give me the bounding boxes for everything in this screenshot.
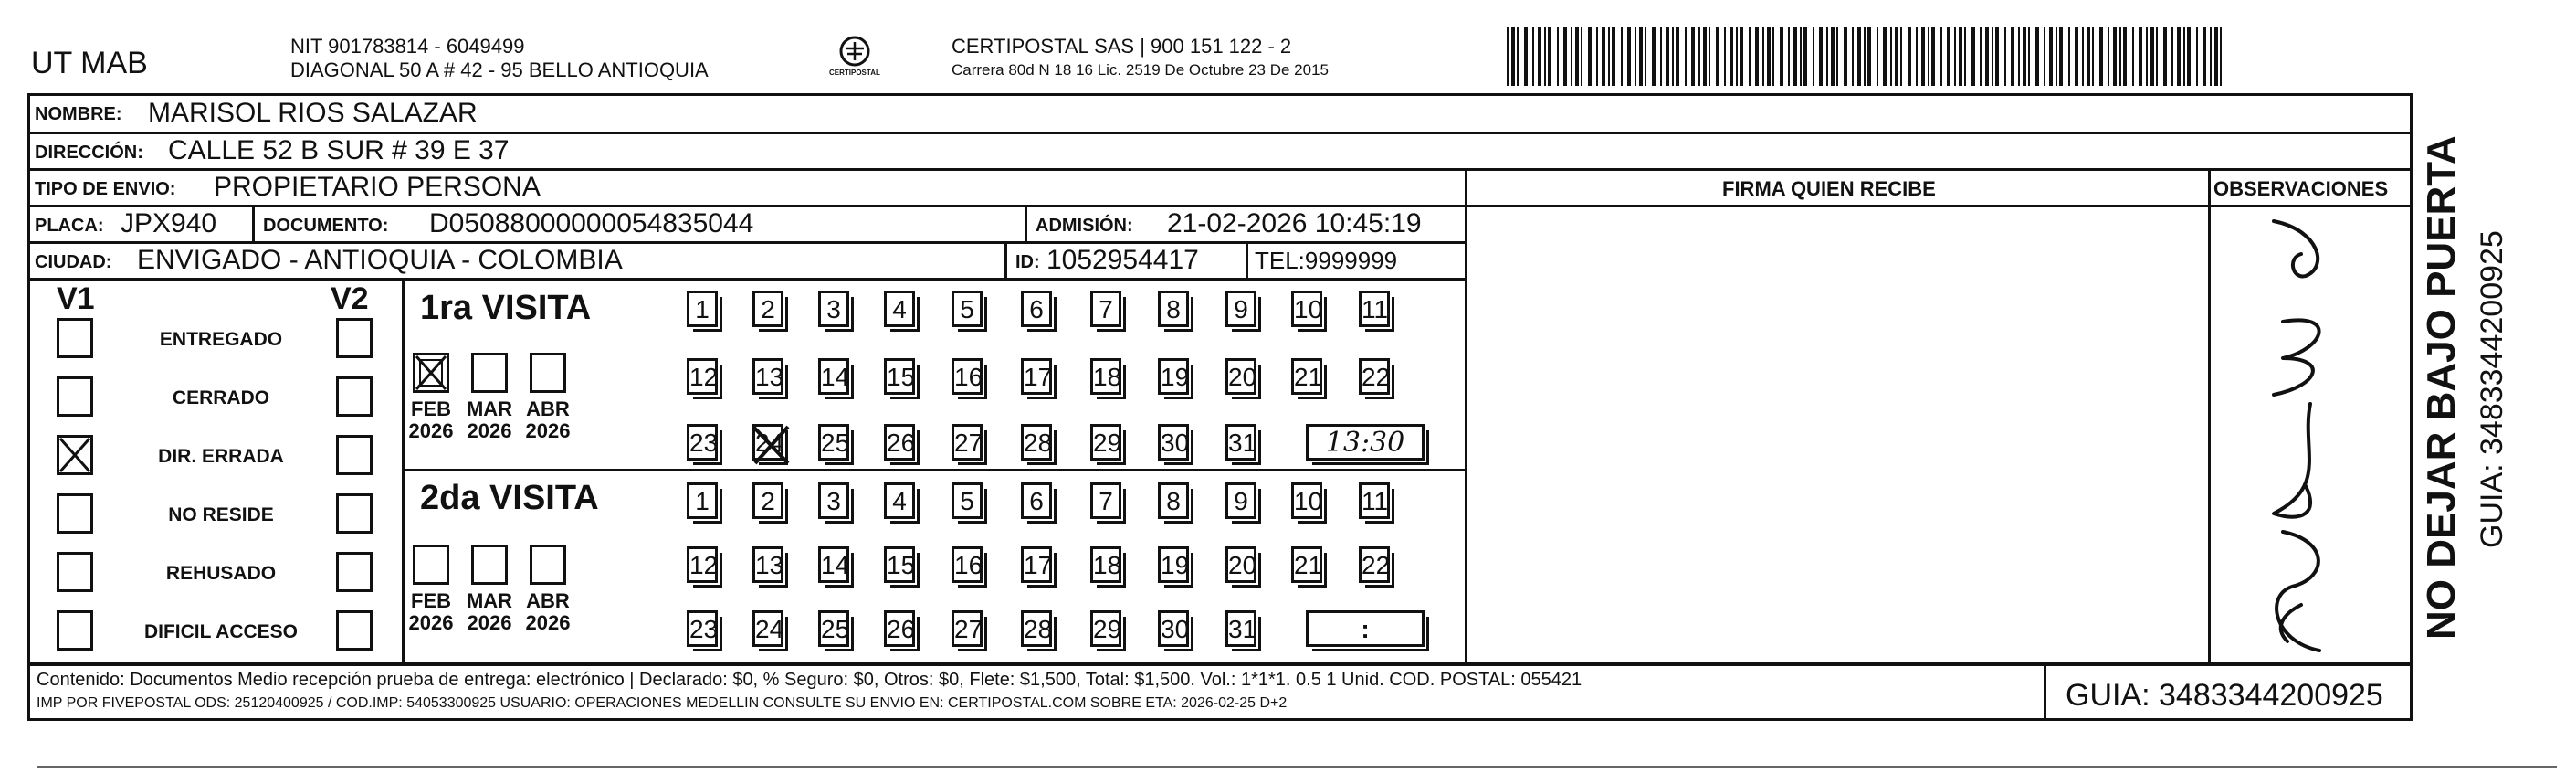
day-box[interactable] [884, 610, 915, 647]
certipostal-logo [827, 33, 882, 84]
tipo-envio-value: PROPIETARIO PERSONA [214, 172, 541, 202]
company-address: DIAGONAL 50 A # 42 - 95 BELLO ANTIOQUIA [290, 58, 709, 81]
tipo-envio-label: TIPO DE ENVIO: [35, 179, 176, 199]
logo-text: CERTIPOSTAL [829, 69, 880, 77]
day-box[interactable] [1090, 546, 1121, 583]
day-box[interactable] [1359, 546, 1390, 583]
day-number: 15 [887, 551, 916, 579]
day-number: 5 [960, 295, 974, 323]
day-box[interactable] [1090, 610, 1121, 647]
v1-checkbox[interactable] [57, 610, 93, 651]
day-box[interactable] [752, 482, 783, 519]
direccion-value: CALLE 52 B SUR # 39 E 37 [168, 135, 510, 165]
time-value: 13:30 [1325, 427, 1405, 459]
day-box[interactable] [687, 546, 718, 583]
day-number: 3 [826, 487, 841, 515]
day-box[interactable] [1090, 482, 1121, 519]
day-number: 10 [1294, 295, 1323, 323]
day-number: 14 [821, 363, 850, 391]
day-box[interactable] [1021, 546, 1052, 583]
day-check-mark [750, 421, 792, 477]
day-box[interactable] [818, 546, 849, 583]
status-option-label: DIR. ERRADA [158, 446, 284, 467]
direccion-label: DIRECCIÓN: [35, 143, 143, 163]
day-number: 30 [1161, 615, 1190, 643]
day-number: 19 [1161, 551, 1190, 579]
day-number: 12 [689, 363, 719, 391]
carrier-license: Carrera 80d N 18 16 Lic. 2519 De Octubre 23 De 2015 [952, 61, 1329, 79]
first-visit-time[interactable] [1306, 424, 1425, 461]
day-number: 3 [826, 295, 841, 323]
status-option-label: DIFICIL ACCESO [143, 621, 298, 642]
year-label: 2026 [467, 611, 512, 634]
v2-checkbox[interactable] [336, 552, 373, 592]
day-box[interactable] [818, 424, 849, 461]
day-number: 2 [761, 487, 775, 515]
day-number: 2 [761, 295, 775, 323]
first-visit-title: 1ra VISITA [420, 289, 592, 327]
second-visit-title: 2da VISITA [420, 479, 599, 517]
day-box[interactable] [884, 424, 915, 461]
day-box[interactable] [952, 546, 983, 583]
day-number: 24 [755, 615, 784, 643]
day-number: 23 [689, 429, 719, 457]
id-value: 1052954417 [1046, 245, 1199, 275]
day-box[interactable] [884, 358, 915, 395]
month-label: ABR [526, 589, 570, 612]
day-number: 31 [1228, 429, 1257, 457]
year-label: 2026 [525, 611, 571, 634]
day-number: 11 [1362, 295, 1389, 323]
barcode [1507, 27, 2226, 86]
day-box[interactable] [1225, 358, 1256, 395]
tel-value: TEL:9999999 [1255, 247, 1398, 274]
day-box[interactable] [752, 358, 783, 395]
day-box[interactable] [818, 358, 849, 395]
side-guia: GUIA: 3483344200925 [2475, 230, 2509, 548]
day-box[interactable] [1021, 610, 1052, 647]
carrier-name: CERTIPOSTAL SAS | 900 151 122 - 2 [952, 35, 1292, 58]
day-box[interactable] [1090, 358, 1121, 395]
v1-header: V1 [57, 281, 95, 316]
day-number: 26 [887, 429, 916, 457]
day-box[interactable] [1090, 291, 1121, 327]
day-number: 25 [821, 429, 850, 457]
day-box[interactable] [1225, 546, 1256, 583]
day-box[interactable] [1158, 482, 1189, 519]
day-box[interactable] [1021, 482, 1052, 519]
day-number: 9 [1234, 295, 1248, 323]
day-box[interactable] [1291, 546, 1322, 583]
day-number: 21 [1294, 363, 1323, 391]
time-value: : [1361, 615, 1370, 643]
day-box[interactable] [1158, 291, 1189, 327]
day-number: 7 [1099, 295, 1113, 323]
v1-checkbox[interactable] [57, 376, 93, 417]
day-box[interactable] [752, 291, 783, 327]
day-box[interactable] [818, 482, 849, 519]
day-number: 20 [1228, 363, 1257, 391]
warning-text: NO DEJAR BAJO PUERTA [2419, 135, 2464, 640]
day-number: 17 [1024, 363, 1053, 391]
day-box[interactable] [1359, 358, 1390, 395]
day-box[interactable] [752, 424, 783, 461]
day-box[interactable] [752, 546, 783, 583]
day-box[interactable] [687, 358, 718, 395]
v1-checkbox[interactable] [57, 552, 93, 592]
nombre-label: NOMBRE: [35, 104, 122, 124]
day-box[interactable] [884, 546, 915, 583]
day-box[interactable] [687, 291, 718, 327]
month-checkbox[interactable] [413, 545, 449, 585]
day-box[interactable] [752, 610, 783, 647]
v2-checkbox[interactable] [336, 493, 373, 534]
day-number: 6 [1029, 295, 1044, 323]
v1-checkbox[interactable] [57, 318, 93, 358]
year-label: 2026 [467, 419, 512, 442]
day-number: 6 [1029, 487, 1044, 515]
day-number: 4 [892, 295, 907, 323]
day-number: 1 [695, 295, 710, 323]
month-label: FEB [411, 589, 451, 612]
day-number: 9 [1234, 487, 1248, 515]
v2-header: V2 [331, 281, 369, 316]
day-box[interactable] [1090, 424, 1121, 461]
day-number: 17 [1024, 551, 1053, 579]
firma-label: FIRMA QUIEN RECIBE [1722, 177, 1936, 200]
month-label: MAR [466, 397, 513, 420]
day-box[interactable] [1158, 424, 1189, 461]
day-number: 28 [1024, 615, 1053, 643]
day-box[interactable] [818, 610, 849, 647]
handwritten-signature [2219, 212, 2406, 662]
day-box[interactable] [1359, 291, 1390, 327]
day-number: 5 [960, 487, 974, 515]
placa-value: JPX940 [121, 208, 217, 238]
v2-checkbox[interactable] [336, 435, 373, 475]
day-number: 8 [1166, 487, 1181, 515]
documento-value: D05088000000054835044 [429, 208, 754, 238]
ciudad-value: ENVIGADO - ANTIOQUIA - COLOMBIA [137, 245, 623, 275]
status-option-label: ENTREGADO [159, 329, 283, 350]
v2-checkbox[interactable] [336, 610, 373, 651]
day-number: 22 [1362, 363, 1391, 391]
observaciones-label: OBSERVACIONES [2213, 177, 2389, 200]
day-number: 12 [689, 551, 719, 579]
month-label: ABR [526, 397, 570, 420]
day-number: 24 [755, 429, 784, 457]
day-box[interactable] [818, 291, 849, 327]
day-number: 7 [1099, 487, 1113, 515]
day-number: 13 [755, 551, 784, 579]
day-number: 29 [1093, 615, 1122, 643]
footer-line1: Contenido: Documentos Medio recepción prueba de entrega: electrónico | Declarado: $0, % Seguro: $0, Otros: $0, Flete: $1,500, Total: $1,500. Vol.: 1*1*1. 0.5 1 Unid. COD. POSTAL: 055421 [37, 670, 1582, 690]
day-number: 29 [1093, 429, 1122, 457]
day-number: 10 [1294, 487, 1323, 515]
day-number: 31 [1228, 615, 1257, 643]
day-box[interactable] [1158, 358, 1189, 395]
day-box[interactable] [952, 358, 983, 395]
v2-checkbox[interactable] [336, 318, 373, 358]
documento-label: DOCUMENTO: [263, 216, 389, 236]
day-box[interactable] [1291, 358, 1322, 395]
day-box[interactable] [952, 291, 983, 327]
month-checkbox[interactable] [471, 353, 508, 393]
day-number: 16 [954, 363, 983, 391]
day-number: 11 [1362, 487, 1389, 515]
month-label: MAR [466, 589, 513, 612]
day-box[interactable] [1158, 610, 1189, 647]
admision-label: ADMISIÓN: [1036, 216, 1133, 236]
month-label: FEB [411, 397, 451, 420]
placa-label: PLACA: [35, 216, 104, 236]
day-number: 14 [821, 551, 850, 579]
status-option-label: NO RESIDE [168, 504, 274, 525]
day-box[interactable] [952, 482, 983, 519]
day-number: 20 [1228, 551, 1257, 579]
company-nit: NIT 901783814 - 6049499 [290, 35, 525, 58]
day-number: 27 [954, 615, 983, 643]
day-box[interactable] [1291, 291, 1322, 327]
month-checkbox[interactable] [530, 353, 566, 393]
v1-checkbox[interactable] [57, 493, 93, 534]
day-number: 22 [1362, 551, 1391, 579]
footer-line2: IMP POR FIVEPOSTAL ODS: 25120400925 / COD.IMP: 54053300925 USUARIO: OPERACIONES MEDELLIN CONSULTE SU ENVIO EN: CERTIPOSTAL.COM SOBRE ETA: 2026-02-25 D+2 [37, 695, 1288, 711]
day-number: 21 [1294, 551, 1323, 579]
day-number: 30 [1161, 429, 1190, 457]
status-option-label: REHUSADO [165, 563, 277, 584]
day-number: 18 [1093, 551, 1122, 579]
v2-checkbox[interactable] [336, 376, 373, 417]
day-box[interactable] [952, 610, 983, 647]
day-box[interactable] [1225, 482, 1256, 519]
month-checkbox[interactable] [471, 545, 508, 585]
status-option-label: CERRADO [172, 387, 270, 408]
day-box[interactable] [884, 291, 915, 327]
year-label: 2026 [408, 611, 454, 634]
day-number: 23 [689, 615, 719, 643]
company-name: UT MAB [31, 46, 148, 80]
day-number: 28 [1024, 429, 1053, 457]
day-box[interactable] [1021, 291, 1052, 327]
day-box[interactable] [1225, 424, 1256, 461]
ciudad-label: CIUDAD: [35, 252, 112, 272]
day-number: 18 [1093, 363, 1122, 391]
day-number: 4 [892, 487, 907, 515]
day-box[interactable] [1359, 482, 1390, 519]
day-number: 19 [1161, 363, 1190, 391]
footer-guia: GUIA: 3483344200925 [2066, 678, 2383, 713]
day-number: 27 [954, 429, 983, 457]
day-box[interactable] [1021, 424, 1052, 461]
year-label: 2026 [525, 419, 571, 442]
day-box[interactable] [884, 482, 915, 519]
day-box[interactable] [687, 482, 718, 519]
second-visit-time[interactable] [1306, 610, 1425, 647]
day-number: 1 [695, 487, 710, 515]
day-number: 15 [887, 363, 916, 391]
id-label: ID: [1015, 252, 1040, 272]
day-number: 26 [887, 615, 916, 643]
day-box[interactable] [1291, 482, 1322, 519]
year-label: 2026 [408, 419, 454, 442]
day-box[interactable] [1225, 291, 1256, 327]
day-number: 8 [1166, 295, 1181, 323]
admision-value: 21-02-2026 10:45:19 [1167, 208, 1422, 238]
day-number: 25 [821, 615, 850, 643]
day-number: 13 [755, 363, 784, 391]
month-checkbox[interactable] [413, 353, 449, 393]
day-number: 16 [954, 551, 983, 579]
day-box[interactable] [1225, 610, 1256, 647]
day-box[interactable] [952, 424, 983, 461]
day-box[interactable] [1021, 358, 1052, 395]
month-checkbox[interactable] [530, 545, 566, 585]
day-box[interactable] [1158, 546, 1189, 583]
day-box[interactable] [687, 610, 718, 647]
v1-checkbox[interactable] [57, 435, 93, 475]
day-box[interactable] [687, 424, 718, 461]
nombre-value: MARISOL RIOS SALAZAR [148, 98, 478, 128]
